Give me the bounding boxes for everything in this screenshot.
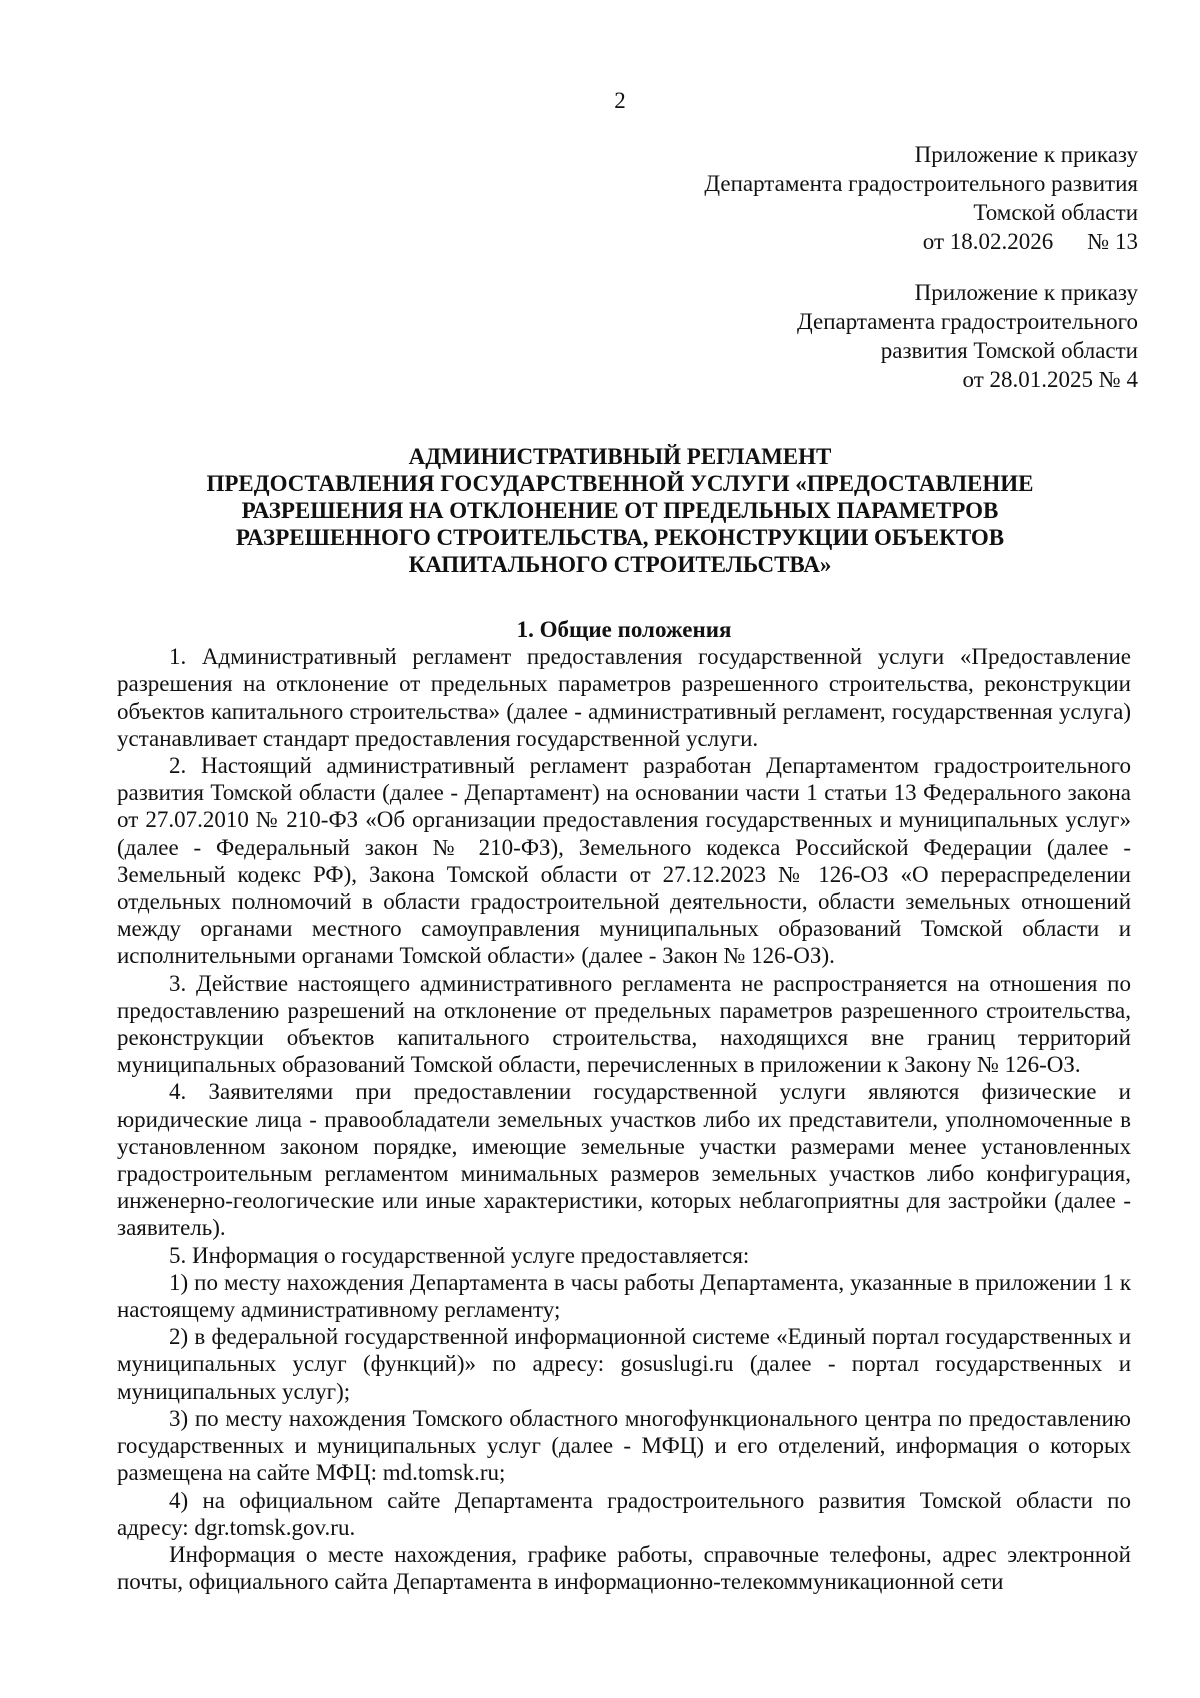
title-line: КАПИТАЛЬНОГО СТРОИТЕЛЬСТВА» xyxy=(408,552,832,577)
appendix-date: от 18.02.2026 xyxy=(922,229,1054,254)
paragraph: 3) по месту нахождения Томского областного многофункционального центра по предоставлению государственных и муниципальных услуг (далее - МФЦ) и его отделений, информация о которых размещена на сайте МФЦ: md.tomsk.ru; xyxy=(117,1405,1131,1486)
title-line: РАЗРЕШЕННОГО СТРОИТЕЛЬСТВА, РЕКОНСТРУКЦИИ ОБЪЕКТОВ xyxy=(235,525,1005,550)
paragraph: 2) в федеральной государственной информационной системе «Единый портал государственных и муниципальных услуг (функций)» по адресу: gosuslugi.ru (далее - портал государственных и муниципальных услуг); xyxy=(117,1324,1131,1404)
appendix-line: Томской области xyxy=(973,200,1138,225)
paragraph: 5. Информация о государственной услуге предоставляется: xyxy=(169,1242,750,1268)
paragraph: 1) по месту нахождения Департамента в часы работы Департамента, указанные в приложении 1 к настоящему административному регламенту; xyxy=(117,1269,1131,1323)
paragraph: Информация о месте нахождения, графике работы, справочные телефоны, адрес электронной почты, официального сайта Департамента в информационно-телекоммуникационной сети xyxy=(117,1541,1131,1595)
title-line: ПРЕДОСТАВЛЕНИЯ ГОСУДАРСТВЕННОЙ УСЛУГИ «ПРЕДОСТАВЛЕНИЕ xyxy=(206,471,1034,496)
appendix-line: Приложение к приказу xyxy=(914,280,1138,305)
title-line: АДМИНИСТРАТИВНЫЙ РЕГЛАМЕНТ xyxy=(408,444,832,469)
paragraph: 1. Административный регламент предоставления государственной услуги «Предоставление разрешения на отклонение от предельных параметров разрешенного строительства, реконструкции объектов капитального строительства» (далее - административный регламент, государственная услуга) устанавливает стандарт предоставления государственной услуги. xyxy=(117,644,1131,751)
appendix-line: Приложение к приказу xyxy=(914,142,1138,167)
appendix-line: развития Томской области xyxy=(880,338,1138,363)
appendix-line: Департамента градостроительного xyxy=(797,309,1138,334)
appendix-line: от 28.01.2025 № 4 xyxy=(962,367,1138,392)
title-line: РАЗРЕШЕНИЯ НА ОТКЛОНЕНИЕ ОТ ПРЕДЕЛЬНЫХ ПАРАМЕТРОВ xyxy=(241,498,999,523)
section-heading: 1. Общие положения xyxy=(516,617,732,642)
paragraph: 4) на официальном сайте Департамента градостроительного развития Томской области по адресу: dgr.tomsk.gov.ru. xyxy=(117,1487,1131,1540)
appendix-number: № 13 xyxy=(1087,229,1138,254)
document-title xyxy=(120,443,1120,578)
paragraph: 2. Настоящий административный регламент разработан Департаментом градостроительного развития Томской области (далее - Департамент) на основании части 1 статьи 13 Федерального закона от 27.07.2010 № 210-ФЗ «Об организации предоставления государственных и муниципальных услуг» (далее - Федеральный закон № 210-ФЗ), Земельного кодекса Российской Федерации (далее - Земельный кодекс РФ), Закона Томской области от 27.12.2023 № 126-ОЗ «О перераспределении отдельных полномочий в области градостроительной деятельности, области земельных отношений между органами местного самоуправления муниципальных образований Томской области и исполнительными органами Томской области» (далее - Закон № 126-ОЗ). xyxy=(117,753,1131,969)
appendix-note-current xyxy=(704,140,1138,256)
paragraph: 4. Заявителями при предоставлении государственной услуги являются физические и юридические лица - правообладатели земельных участков либо их представители, уполномоченные в установленном законом порядке, имеющие земельные участки размерами менее установленных градостроительным регламентом минимальных размеров земельных участков либо конфигурация, инженерно-геологические или иные характеристики, которых неблагоприятны для застройки (далее - заявитель). xyxy=(117,1079,1131,1241)
appendix-date-line xyxy=(704,227,1138,256)
appendix-line: Департамента градостроительного развития xyxy=(704,171,1138,196)
page-number: 2 xyxy=(614,88,626,113)
paragraph: 3. Действие настоящего административного регламента не распространяется на отношения по предоставлению разрешений на отклонение от предельных параметров разрешенного строительства, реконструкции объектов капитального строительства, находящихся вне границ территорий муниципальных образований Томской области, перечисленных в приложении к Закону № 126-ОЗ. xyxy=(117,970,1131,1078)
document-body xyxy=(117,616,1131,1595)
appendix-note-previous xyxy=(797,278,1138,394)
